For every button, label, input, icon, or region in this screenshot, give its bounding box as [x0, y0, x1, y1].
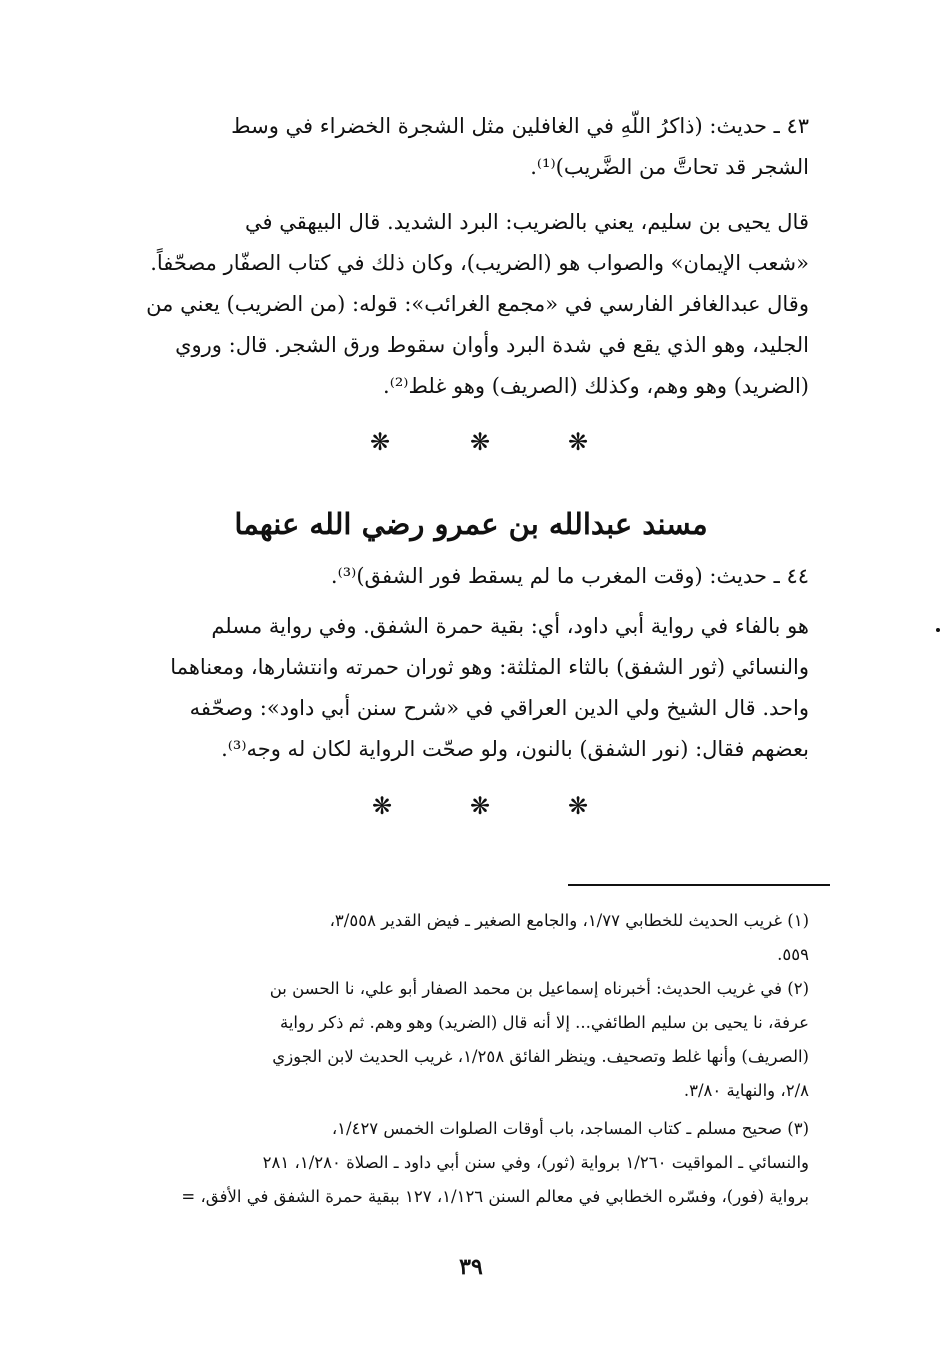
footnote-1 [133, 904, 809, 972]
footnote-line: والنسائي ـ المواقيت ١/٢٦٠ برواية (ثور)، وفي سنن أبي داود ـ الصلاة ١/٢٨٠، ٢٨١ [262, 1153, 809, 1172]
footnote-line: (٣) صحيح مسلم ـ كتاب المساجد، باب أوقات الصلوات الخمس ١/٤٢٧، [331, 1119, 809, 1138]
scan-mark [936, 628, 940, 632]
hadith-43-line: ٤٣ ـ حديث: (ذاكرُ اللّهِ في الغافلين مثل الشجرة الخضراء في وسط [231, 114, 809, 138]
footnote-line: عرفة، نا يحيى بن سليم الطائفي... إلا أنه قال (الضريد) وهو وهم. ثم ذكر رواية [279, 1013, 809, 1032]
commentary-44 [133, 606, 809, 770]
footnote-3 [133, 1112, 809, 1214]
section-heading: مسند عبدالله بن عمرو رضي الله عنهما [234, 507, 708, 541]
commentary-44-line: والنسائي (ثور الشفق) بالثاء المثلثة: وهو ثوران حمرته وانتشارها، ومعناهما [170, 655, 809, 679]
hadith-43-line: الشجر قد تحاتَّ من الضَّريب)⁽¹⁾. [530, 155, 809, 179]
footnote-line: ٢/٨، والنهاية ٣/٨٠. [683, 1081, 809, 1100]
commentary-43-line: «شعب الإيمان» والصواب هو (الضريب)، وكان ذلك في كتاب الصفّار مصحّفاً. [150, 251, 809, 275]
footnote-line: (١) غريب الحديث للخطابي ١/٧٧، والجامع الصغير ـ فيض القدير ٣/٥٥٨، [329, 911, 809, 930]
separator-ornament: ❋ [370, 428, 391, 456]
hadith-44-line: ٤٤ ـ حديث: (وقت المغرب ما لم يسقط فور الشفق)⁽³⁾. [330, 564, 809, 588]
separator-ornament: ❋ [568, 792, 589, 820]
footnote-line: (الصريف) وأنها غلط وتصحيف. وينظر الفائق ١/٢٥٨، غريب الحديث لابن الجوزي [272, 1047, 809, 1066]
footnote-line: برواية (فور)، وفسّره الخطابي في معالم السنن ١/١٢٦، ١٢٧ ببقية حمرة الشفق في الأفق، = [181, 1187, 809, 1206]
commentary-43-line: (الضريد) وهو وهم، وكذلك (الصريف) وهو غلط⁽²⁾. [383, 374, 809, 398]
commentary-43-line: وقال عبدالغافر الفارسي في «مجمع الغرائب»: قوله: (من الضريب) يعني من [146, 292, 809, 316]
commentary-44-line: هو بالفاء في رواية أبي داود، أي: بقية حمرة الشفق. وفي رواية مسلم [211, 614, 809, 638]
separator-ornament: ❋ [372, 792, 393, 820]
page-number: ٣٩ [459, 1254, 483, 1280]
commentary-44-line: واحد. قال الشيخ ولي الدين العراقي في «شرح سنن أبي داود»: وصحّفه [189, 696, 809, 720]
hadith-43 [133, 106, 809, 188]
commentary-43-line: قال يحيى بن سليم، يعني بالضريب: البرد الشديد. قال البيهقي في [245, 210, 809, 234]
commentary-43 [133, 202, 809, 407]
separator-ornament: ❋ [568, 428, 589, 456]
commentary-43-line: الجليد، وهو الذي يقع في شدة البرد وأوان سقوط ورق الشجر. قال: وروي [175, 333, 809, 357]
footnote-line: (٢) في غريب الحديث: أخبرناه إسماعيل بن محمد الصفار أبو علي، نا الحسن بن [269, 979, 809, 998]
separator-ornament: ❋ [470, 428, 491, 456]
separator-ornament: ❋ [470, 792, 491, 820]
footnote-2 [133, 972, 809, 1108]
hadith-44 [133, 556, 809, 597]
footnote-rule [568, 884, 830, 886]
commentary-44-line: بعضهم فقال: (نور الشفق) بالنون، ولو صحّت الرواية لكان له وجه⁽³⁾. [221, 737, 809, 761]
footnote-line: ٥٥٩. [777, 945, 809, 964]
